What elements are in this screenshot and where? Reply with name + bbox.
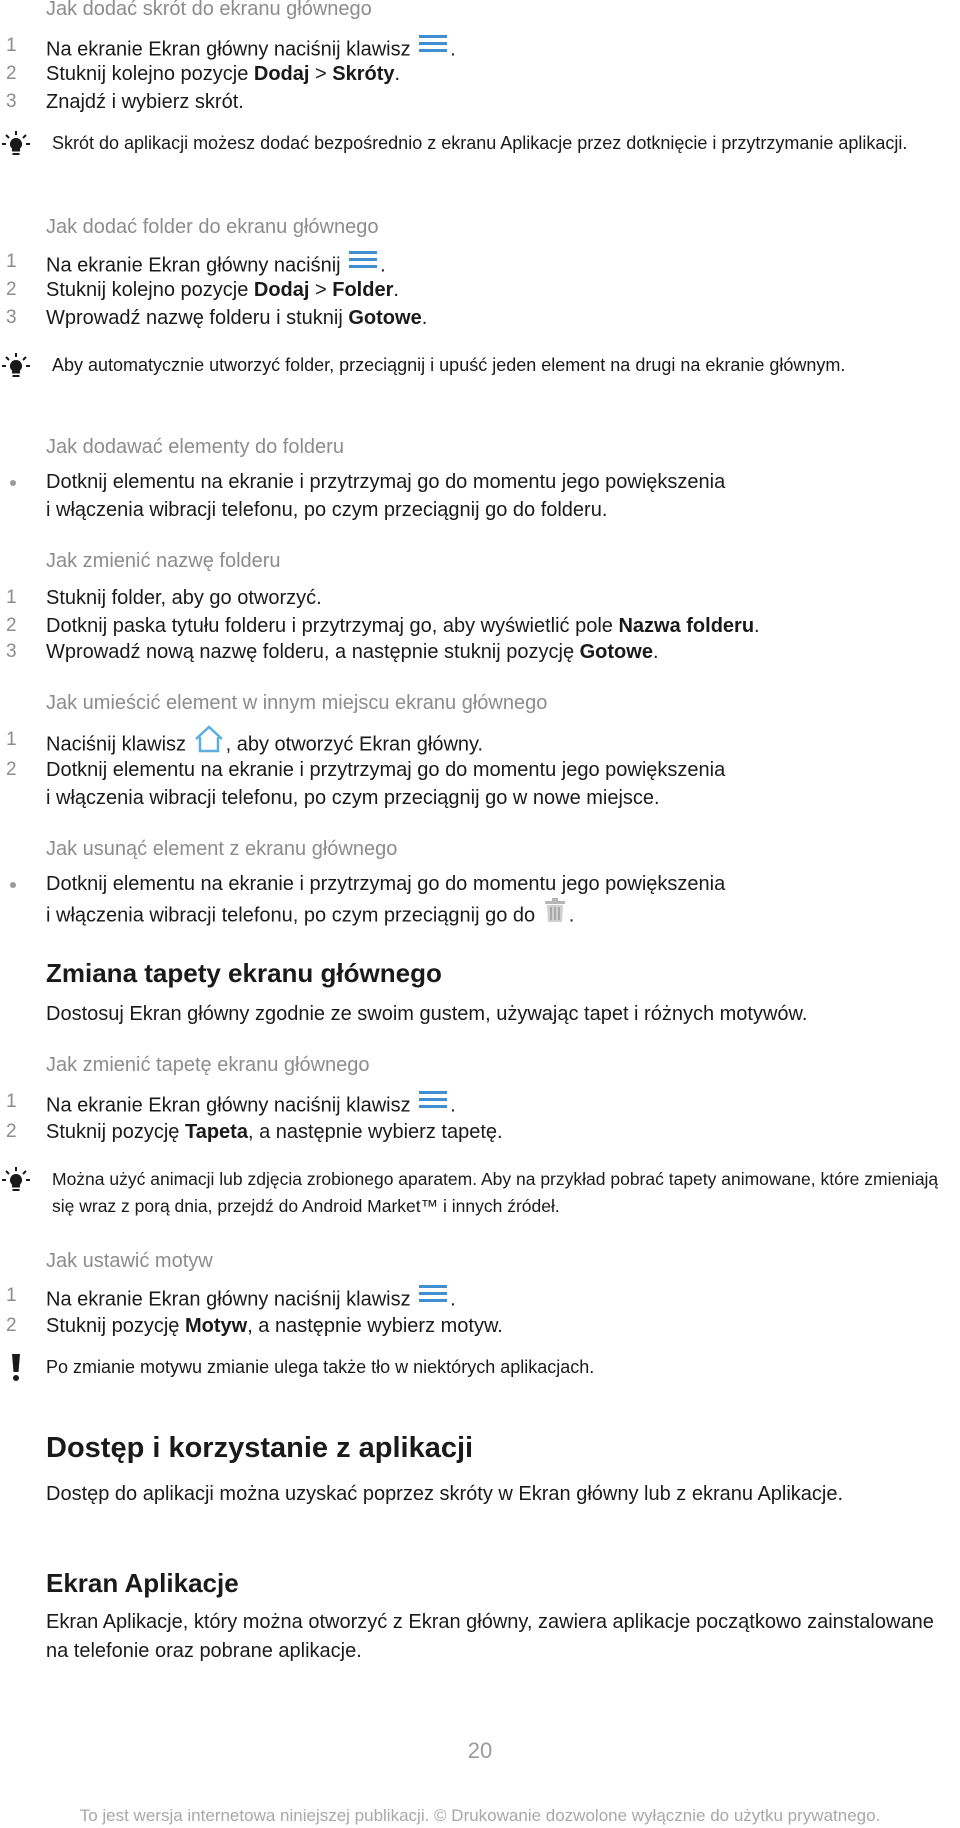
lightbulb-icon [2, 352, 30, 380]
bullet-row-continued [0, 898, 960, 926]
step-text: Wprowadź nową nazwę folderu, a następnie stuknij pozycję Gotowe. [46, 641, 659, 663]
bullet-row-continued [0, 496, 960, 524]
section-title-wallpaper: Zmiana tapety ekranu głównego [46, 958, 442, 988]
section-title-apps: Dostęp i korzystanie z aplikacji [46, 1432, 474, 1464]
subheading-add-to-folder: Jak dodawać elementy do folderu [46, 436, 344, 458]
step-text: Stuknij kolejno pozycje Dodaj > Skróty. [46, 63, 401, 85]
step-number: 1 [6, 1285, 17, 1306]
tip-text: Aby automatycznie utworzyć folder, przeciągnij i upuść jeden element na drugi na ekranie głównym. [52, 355, 846, 375]
menu-icon [416, 1086, 450, 1122]
bullet-text: i włączenia wibracji telefonu, po czym przeciągnij go do . [46, 898, 574, 934]
step-number: 1 [6, 1091, 17, 1112]
step-text: Znajdź i wybierz skrót. [46, 91, 244, 113]
tip-text: Skrót do aplikacji możesz dodać bezpośrednio z ekranu Aplikacje przez dotknięcie i przytrzymanie aplikacji. [52, 133, 908, 153]
step-number: 1 [6, 729, 17, 750]
section-title-apps-screen: Ekran Aplikacje [46, 1568, 239, 1598]
step-row [0, 248, 960, 276]
step-row [0, 612, 960, 640]
step-row [0, 1118, 960, 1146]
subheading-change-wallpaper: Jak zmienić tapetę ekranu głównego [46, 1054, 370, 1076]
trash-icon [541, 896, 569, 932]
step-text: i włączenia wibracji telefonu, po czym przeciągnij go w nowe miejsce. [46, 787, 660, 809]
step-text: Na ekranie Ekran główny naciśnij klawisz . [46, 1088, 456, 1124]
step-row [0, 32, 960, 60]
bullet-text: Dotknij elementu na ekranie i przytrzymaj go do momentu jego powiększenia [46, 471, 726, 493]
step-text: Na ekranie Ekran główny naciśnij . [46, 248, 386, 284]
step-text: Na ekranie Ekran główny naciśnij klawisz . [46, 1282, 456, 1318]
step-number: 1 [6, 35, 17, 56]
step-number: 2 [6, 1315, 17, 1336]
step-number: 2 [6, 615, 17, 636]
lightbulb-icon [2, 130, 30, 158]
warning-text: Po zmianie motywu zmianie ulega także tło w niektórych aplikacjach. [46, 1357, 595, 1377]
step-text: Stuknij pozycję Motyw, a następnie wybierz motyw. [46, 1315, 503, 1337]
step-number: 3 [6, 91, 17, 112]
step-row [0, 304, 960, 332]
footer-notice: To jest wersja internetowa niniejszej publikacji. © Drukowanie dozwolone wyłącznie do użytku prywatnego. [79, 1806, 881, 1825]
paragraph [0, 1000, 960, 1028]
paragraph: Dostęp do aplikacji można uzyskać poprzez skróty w Ekran główny lub z ekranu Aplikacje. [46, 1483, 844, 1505]
menu-icon [416, 1280, 450, 1316]
step-row [0, 584, 960, 612]
step-row-continued [0, 784, 960, 812]
step-row [0, 276, 960, 304]
step-number: 3 [6, 307, 17, 328]
bullet-text: i włączenia wibracji telefonu, po czym przeciągnij go do folderu. [46, 499, 608, 521]
step-text: Naciśnij klawisz , aby otworzyć Ekran główny. [46, 726, 483, 764]
bullet [10, 480, 16, 486]
step-number: 2 [6, 63, 17, 84]
tip-text: Można użyć animacji lub zdjęcia zrobionego aparatem. Aby na przykład pobrać tapety animowane, które zmieniają się wraz z porą dnia, przejdź do Android Market™ i innych źródeł. [52, 1169, 939, 1216]
step-number: 1 [6, 587, 17, 608]
step-row [0, 726, 960, 754]
paragraph: Ekran Aplikacje, który można otworzyć z Ekran główny, zawiera aplikacje początkowo zainstalowane na telefonie oraz pobrane aplikacje. [46, 1611, 934, 1662]
step-text: Dotknij paska tytułu folderu i przytrzymaj go, aby wyświetlić pole Nazwa folderu. [46, 615, 760, 637]
subheading-set-theme: Jak ustawić motyw [46, 1250, 213, 1272]
step-row [0, 638, 960, 666]
step-row [0, 88, 960, 116]
lightbulb-icon [2, 1166, 30, 1194]
subheading-add-folder: Jak dodać folder do ekranu głównego [46, 216, 379, 238]
bullet-row [0, 870, 960, 898]
step-row [0, 1088, 960, 1116]
bullet-text: Dotknij elementu na ekranie i przytrzymaj go do momentu jego powiększenia [46, 873, 726, 895]
paragraph-text: Dostosuj Ekran główny zgodnie ze swoim gustem, używając tapet i różnych motywów. [46, 1003, 808, 1025]
step-text: Stuknij pozycję Tapeta, a następnie wybierz tapetę. [46, 1121, 503, 1143]
step-number: 2 [6, 1121, 17, 1142]
step-row [0, 1282, 960, 1310]
step-row [0, 60, 960, 88]
step-number: 2 [6, 759, 17, 780]
subheading-move-item: Jak umieścić element w innym miejscu ekranu głównego [46, 692, 548, 714]
step-row [0, 1312, 960, 1340]
step-text: Na ekranie Ekran główny naciśnij klawisz . [46, 32, 456, 68]
exclamation-icon [10, 1354, 22, 1387]
step-number: 1 [6, 251, 17, 272]
subheading-add-shortcut: Jak dodać skrót do ekranu głównego [46, 0, 372, 20]
subheading-remove-item: Jak usunąć element z ekranu głównego [46, 838, 398, 860]
step-number: 2 [6, 279, 17, 300]
step-text: Dotknij elementu na ekranie i przytrzymaj go do momentu jego powiększenia [46, 759, 726, 781]
step-text: Stuknij kolejno pozycje Dodaj > Folder. [46, 279, 399, 301]
step-row [0, 756, 960, 784]
page-number: 20 [467, 1738, 493, 1763]
bullet-row [0, 468, 960, 496]
subheading-rename-folder: Jak zmienić nazwę folderu [46, 550, 281, 572]
step-number: 3 [6, 641, 17, 662]
step-text: Stuknij folder, aby go otworzyć. [46, 587, 322, 609]
step-text: Wprowadź nazwę folderu i stuknij Gotowe. [46, 307, 428, 329]
bullet [10, 882, 16, 888]
